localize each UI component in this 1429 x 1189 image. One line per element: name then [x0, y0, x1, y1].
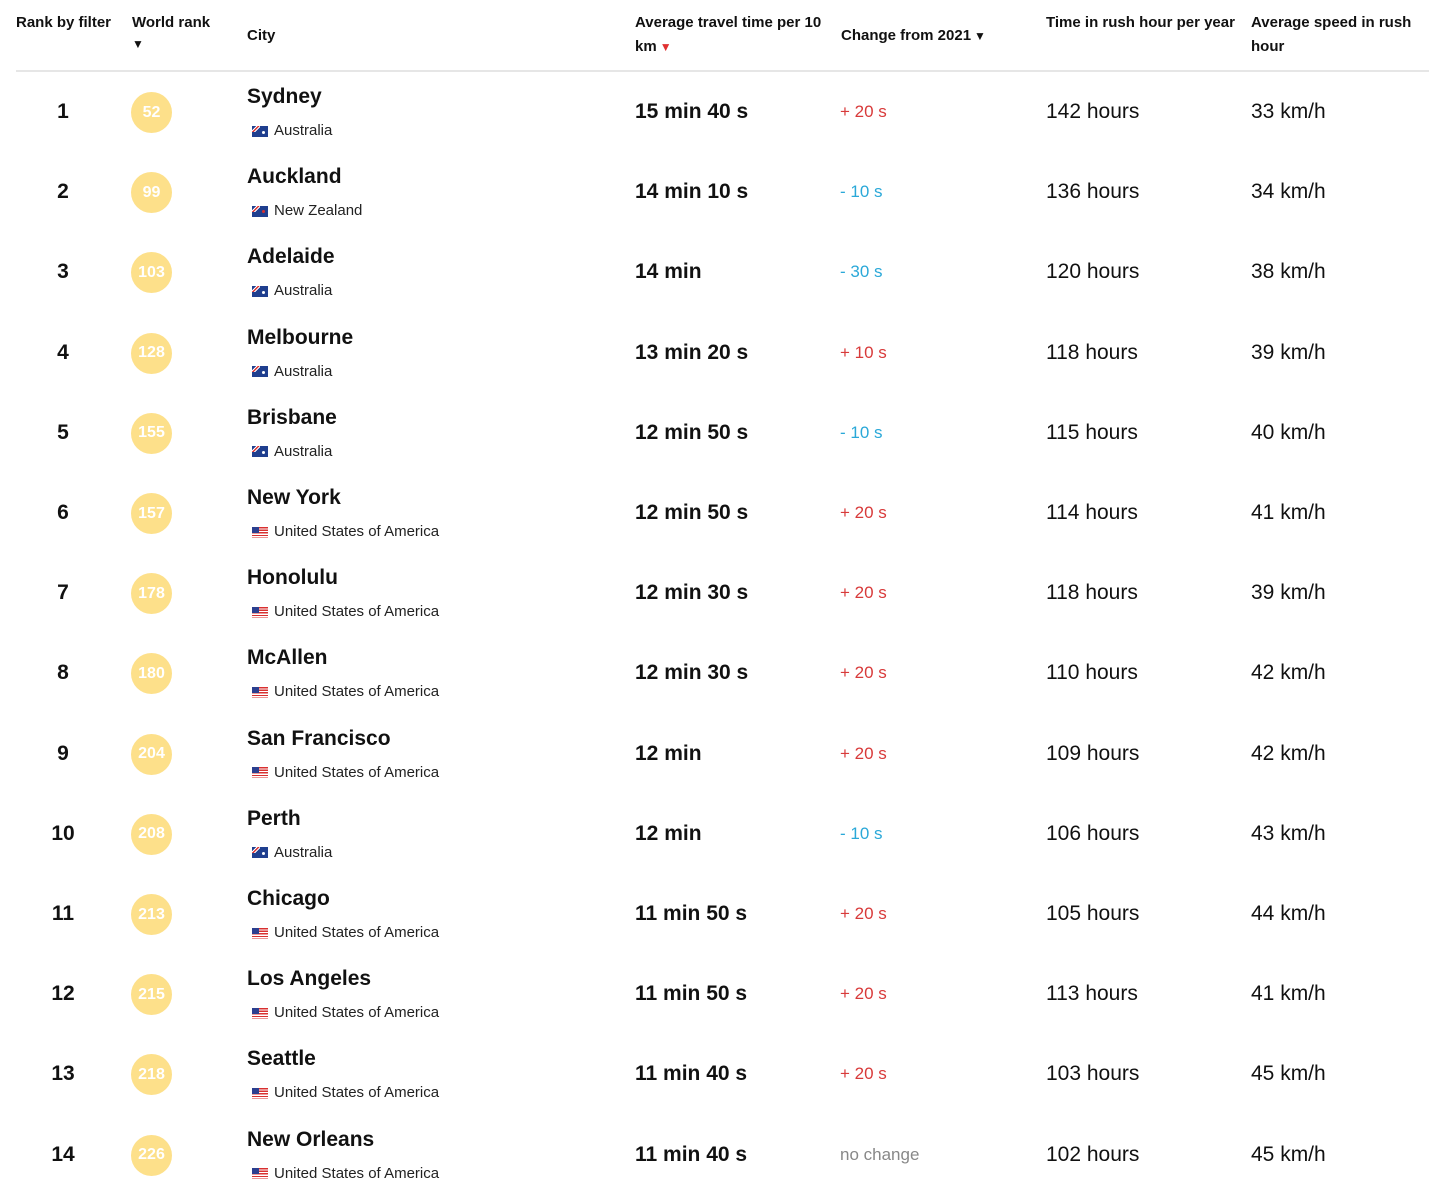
avg-speed: 33 km/h — [1251, 100, 1326, 123]
change-from-2021: + 20 s — [840, 503, 887, 522]
city-name[interactable]: Adelaide — [247, 245, 335, 269]
avg-travel-time: 12 min 30 s — [635, 661, 749, 685]
rank-by-filter: 7 — [57, 581, 69, 605]
change-from-2021: + 20 s — [840, 904, 887, 923]
time-in-rush-hour: 109 hours — [1046, 741, 1140, 765]
country — [252, 281, 332, 301]
world-rank-label: World rank — [132, 14, 211, 31]
time-in-rush-hour: 136 hours — [1046, 180, 1140, 204]
change-from-2021: + 20 s — [840, 1064, 887, 1084]
avg-speed: 45 km/h — [1251, 1062, 1326, 1086]
country-name: United States of America — [274, 523, 440, 540]
world-rank-badge: 226 — [131, 1135, 172, 1176]
avg-speed: 44 km/h — [1251, 902, 1326, 925]
flag-au-icon — [252, 847, 268, 858]
avg-travel-time: 12 min — [635, 821, 702, 845]
rank-by-filter: 6 — [57, 501, 69, 524]
table-row[interactable] — [0, 72, 1429, 152]
city-label: City — [247, 27, 276, 44]
change-from-2021: - 10 s — [840, 823, 883, 843]
avg-speed: 45 km/h — [1251, 1142, 1326, 1166]
avg-travel-time-label: Average travel time per 10 km — [635, 14, 822, 55]
rank-by-filter: 14 — [51, 1142, 75, 1166]
country-name: Australia — [274, 442, 333, 460]
flag-au-icon — [252, 366, 268, 377]
table-row[interactable] — [0, 633, 1429, 713]
world-rank-badge: 103 — [131, 252, 172, 293]
country — [252, 682, 439, 702]
column-header-avg-travel-time[interactable] — [635, 11, 825, 59]
sort-down-icon: ▼ — [132, 37, 144, 51]
table-row[interactable] — [0, 473, 1429, 553]
time-in-rush-hour: 103 hours — [1046, 1062, 1140, 1086]
rank-by-filter: 13 — [51, 1062, 75, 1086]
avg-travel-time: 12 min — [635, 741, 702, 765]
rank-by-filter: 4 — [57, 340, 69, 364]
world-rank-badge: 155 — [131, 413, 172, 454]
change-from-2021: - 30 s — [840, 262, 883, 282]
city-name[interactable]: Melbourne — [247, 325, 354, 349]
city-name[interactable]: New Orleans — [247, 1127, 375, 1151]
time-in-rush-hour: 106 hours — [1046, 821, 1140, 845]
rank-by-filter: 10 — [51, 821, 75, 845]
avg-speed: 39 km/h — [1251, 340, 1326, 364]
rank-by-filter: 12 — [51, 982, 75, 1006]
table-row[interactable] — [0, 393, 1429, 473]
change-from-2021: + 10 s — [840, 342, 887, 362]
flag-us-icon — [252, 687, 268, 698]
time-in-rush-hour: 110 hours — [1046, 661, 1138, 685]
country-name: United States of America — [274, 603, 440, 621]
avg-speed: 41 km/h — [1251, 501, 1326, 524]
column-header-world-rank[interactable] — [132, 11, 242, 53]
time-in-rush-hour: 105 hours — [1046, 902, 1140, 925]
rank-by-filter: 8 — [57, 661, 69, 685]
avg-travel-time: 11 min 50 s — [635, 902, 748, 925]
country-name: United States of America — [274, 683, 440, 701]
change-from-2021-label: Change from 2021 — [841, 27, 972, 44]
rank-by-filter: 11 — [51, 902, 75, 925]
country — [252, 763, 439, 783]
sort-down-active-icon: ▼ — [659, 40, 672, 54]
change-from-2021: + 20 s — [840, 663, 887, 683]
avg-travel-time: 15 min 40 s — [635, 100, 749, 123]
country — [252, 1003, 439, 1023]
avg-speed: 34 km/h — [1251, 180, 1326, 204]
change-from-2021: - 10 s — [840, 182, 883, 202]
country-name: New Zealand — [274, 202, 363, 220]
world-rank-badge: 178 — [131, 573, 172, 614]
table-row[interactable] — [0, 874, 1429, 954]
flag-us-icon — [252, 1088, 268, 1099]
rank-by-filter-label: Rank by filter — [16, 14, 112, 31]
country — [252, 362, 332, 382]
column-header-change-from-2021[interactable] — [841, 24, 1031, 48]
country-name: Australia — [274, 843, 333, 861]
avg-speed: 43 km/h — [1251, 821, 1326, 845]
flag-us-icon — [252, 527, 268, 538]
table-row[interactable] — [0, 794, 1429, 874]
flag-au-icon — [252, 126, 268, 137]
avg-travel-time: 11 min 40 s — [635, 1062, 748, 1086]
world-rank-badge: 128 — [131, 333, 172, 374]
city-name[interactable]: Chicago — [247, 887, 330, 910]
column-header-avg-speed[interactable] — [1251, 11, 1429, 59]
city-name[interactable]: Brisbane — [247, 405, 337, 429]
table-row[interactable] — [0, 1034, 1429, 1114]
time-in-rush-hour: 142 hours — [1046, 100, 1140, 123]
rank-by-filter: 3 — [57, 260, 69, 284]
change-from-2021: + 20 s — [840, 984, 887, 1004]
flag-us-icon — [252, 928, 268, 939]
country — [252, 121, 332, 141]
time-in-rush-hour: 115 hours — [1046, 420, 1138, 444]
avg-travel-time: 11 min 50 s — [635, 982, 748, 1006]
world-rank-badge: 218 — [131, 1054, 172, 1095]
table-row[interactable] — [0, 1115, 1429, 1189]
rank-by-filter: 5 — [57, 420, 69, 444]
table-header — [16, 0, 1429, 72]
avg-travel-time: 12 min 30 s — [635, 581, 749, 605]
change-from-2021: no change — [840, 1144, 920, 1164]
change-from-2021: + 20 s — [840, 102, 887, 121]
world-rank-badge: 52 — [131, 92, 172, 133]
avg-travel-time: 12 min 50 s — [635, 420, 749, 444]
table-row[interactable] — [0, 553, 1429, 633]
rank-by-filter: 2 — [57, 180, 69, 204]
flag-us-icon — [252, 1008, 268, 1019]
flag-us-icon — [252, 607, 268, 618]
country — [252, 843, 332, 863]
flag-us-icon — [252, 1168, 268, 1179]
avg-travel-time: 14 min — [635, 260, 702, 284]
country — [252, 442, 332, 462]
country-name: United States of America — [274, 924, 440, 941]
time-in-rush-hour-label: Time in rush hour per year — [1046, 14, 1235, 31]
rank-by-filter: 9 — [57, 741, 69, 765]
time-in-rush-hour: 118 hours — [1046, 340, 1138, 364]
avg-travel-time: 13 min 20 s — [635, 340, 749, 364]
time-in-rush-hour: 118 hours — [1046, 581, 1138, 605]
city-name[interactable]: Honolulu — [247, 566, 338, 590]
city-name[interactable]: Sydney — [247, 85, 322, 108]
avg-speed: 42 km/h — [1251, 741, 1326, 765]
table-row[interactable] — [0, 232, 1429, 312]
avg-travel-time: 11 min 40 s — [635, 1142, 748, 1166]
time-in-rush-hour: 120 hours — [1046, 260, 1140, 284]
flag-nz-icon — [252, 206, 268, 217]
table-row[interactable] — [0, 152, 1429, 232]
country-name: United States of America — [274, 1004, 440, 1022]
time-in-rush-hour: 114 hours — [1046, 501, 1138, 524]
flag-au-icon — [252, 286, 268, 297]
change-from-2021: - 10 s — [840, 422, 883, 442]
world-rank-badge: 208 — [131, 814, 172, 855]
change-from-2021: + 20 s — [840, 743, 887, 763]
flag-au-icon — [252, 446, 268, 457]
country-name: United States of America — [274, 1164, 440, 1182]
table-row[interactable] — [0, 954, 1429, 1034]
world-rank-badge: 215 — [131, 974, 172, 1015]
time-in-rush-hour: 113 hours — [1046, 982, 1138, 1006]
city-name[interactable]: Perth — [247, 806, 301, 830]
city-name[interactable]: San Francisco — [247, 726, 391, 750]
country — [252, 602, 439, 622]
country-name: Australia — [274, 362, 333, 380]
avg-travel-time: 14 min 10 s — [635, 180, 749, 204]
city-name[interactable]: McAllen — [247, 646, 328, 670]
avg-speed: 39 km/h — [1251, 581, 1326, 605]
flag-us-icon — [252, 767, 268, 778]
country-name: Australia — [274, 282, 333, 300]
world-rank-badge: 157 — [131, 493, 172, 534]
avg-travel-time: 12 min 50 s — [635, 501, 749, 524]
city-name[interactable]: Seattle — [247, 1047, 316, 1071]
table-row[interactable] — [0, 714, 1429, 794]
sort-down-icon: ▼ — [974, 29, 986, 43]
avg-speed-label: Average speed in rush hour — [1251, 14, 1412, 55]
country — [252, 201, 362, 221]
column-header-rank-by-filter[interactable] — [16, 11, 116, 35]
column-header-city[interactable] — [247, 24, 447, 48]
country-name: United States of America — [274, 763, 440, 781]
world-rank-badge: 213 — [131, 894, 172, 935]
avg-speed: 42 km/h — [1251, 661, 1326, 685]
country — [252, 1083, 439, 1103]
country — [252, 1164, 439, 1184]
city-name[interactable]: New York — [247, 486, 341, 509]
world-rank-badge: 99 — [131, 172, 172, 213]
rank-by-filter: 1 — [57, 100, 69, 123]
country — [252, 522, 439, 542]
country-name: Australia — [274, 122, 333, 139]
world-rank-badge: 180 — [131, 653, 172, 694]
time-in-rush-hour: 102 hours — [1046, 1142, 1140, 1166]
avg-speed: 40 km/h — [1251, 420, 1326, 444]
country — [252, 923, 439, 943]
table-row[interactable] — [0, 313, 1429, 393]
country-name: United States of America — [274, 1084, 440, 1102]
avg-speed: 38 km/h — [1251, 260, 1326, 284]
world-rank-badge: 204 — [131, 734, 172, 775]
column-header-time-in-rush-hour[interactable] — [1046, 11, 1236, 35]
avg-speed: 41 km/h — [1251, 982, 1326, 1006]
city-name[interactable]: Los Angeles — [247, 967, 372, 991]
city-name[interactable]: Auckland — [247, 165, 342, 189]
change-from-2021: + 20 s — [840, 583, 887, 603]
